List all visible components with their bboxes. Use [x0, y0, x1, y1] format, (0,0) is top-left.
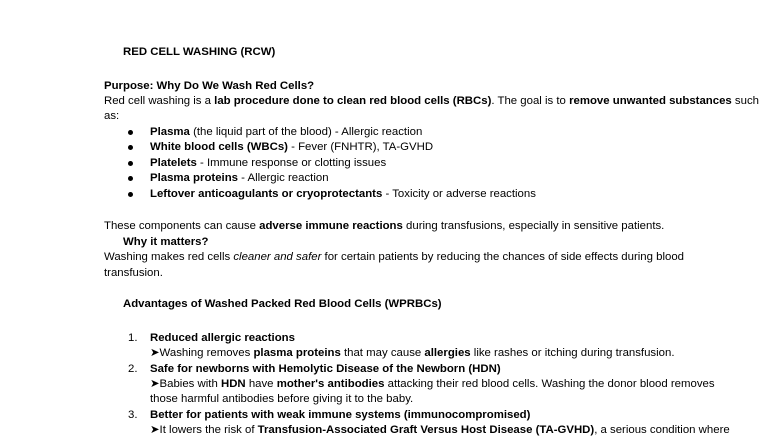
advantage-title: Safe for newborns with Hemolytic Disease of the Newborn (HDN)	[150, 363, 501, 375]
purpose-intro: Red cell washing is a lab procedure done to clean red blood cells (RBCs). The goal is to remove unwanted substances such	[104, 95, 759, 107]
bullet-icon	[128, 176, 133, 181]
why-paragraph: Washing makes red cells cleaner and safer for certain patients by reducing the chances of side effects during blood	[104, 251, 685, 263]
advantage-detail: ➤It lowers the risk of Transfusion-Associated Graft Versus Host Disease (TA-GVHD), a serious condition where	[150, 424, 730, 436]
bullet-icon	[128, 192, 133, 197]
document-title: RED CELL WASHING (RCW)	[123, 46, 276, 58]
advantage-detail: ➤Washing removes plasma proteins that may cause allergies like rashes or itching during transfusion.	[150, 347, 675, 359]
advantage-title: Reduced allergic reactions	[150, 332, 295, 344]
purpose-intro-continued: as:	[104, 110, 120, 122]
bullet-icon	[128, 145, 133, 150]
advantages-heading: Advantages of Washed Packed Red Blood Cells (WPRBCs)	[123, 298, 442, 310]
list-number: 3.	[128, 409, 138, 421]
advantage-detail-continued: those harmful antibodies before giving it to the baby.	[150, 393, 414, 405]
list-number: 2.	[128, 363, 138, 375]
purpose-heading: Purpose: Why Do We Wash Red Cells?	[104, 80, 315, 92]
bullet-icon	[128, 130, 133, 135]
components-paragraph: These components can cause adverse immune reactions during transfusions, especially in sensitive patients.	[104, 220, 665, 232]
advantage-detail: ➤Babies with HDN have mother's antibodies attacking their red blood cells. Washing the donor blood removes	[150, 378, 715, 390]
why-paragraph-continued: transfusion.	[104, 267, 163, 279]
bullet-icon	[128, 161, 133, 166]
why-heading: Why it matters?	[123, 236, 209, 248]
list-number: 1.	[128, 332, 138, 344]
document-page: RED CELL WASHING (RCW) Purpose: Why Do We Wash Red Cells? Red cell washing is a lab procedure done to clean red blood cells (RBCs). The goal is to remove unwanted substances such as: Plasma (the liquid part of the blood) - Allergic reaction White blood cells (WBCs) - Fever (FNHTR), TA-GVHD Platelets - Immune response or clotting issues Plasma proteins - Allergic reaction Leftover anticoagulants or cryoprotectants - Toxicity or adverse reactions These components can cause adverse immune reactions during transfusions, especially in sensitive patients. Why it matters? Washing makes red cells cleaner and safer for certain patients by reducing the chances of side effects during blood transfusion. Advantages of Washed Packed Red Blood Cells (WPRBCs) 1. Reduced allergic reactions ➤Washing removes plasma proteins that may cause allergies like rashes or itching during transfusion. 2. Safe for newborns with Hemolytic Disease of the Newborn (HDN) ➤Babies with HDN have mother's antibodies attacking their red blood cells. Washing the donor blood removes those harmful antibodies before giving it to the baby. 3. Better for patients with weak immune systems (immunocompromised) ➤It lowers the risk of Transfusion-Associated Graft Versus Host Disease (TA-GVHD), a serious condition where	[104, 46, 759, 436]
advantage-title: Better for patients with weak immune systems (immunocompromised)	[150, 409, 531, 421]
